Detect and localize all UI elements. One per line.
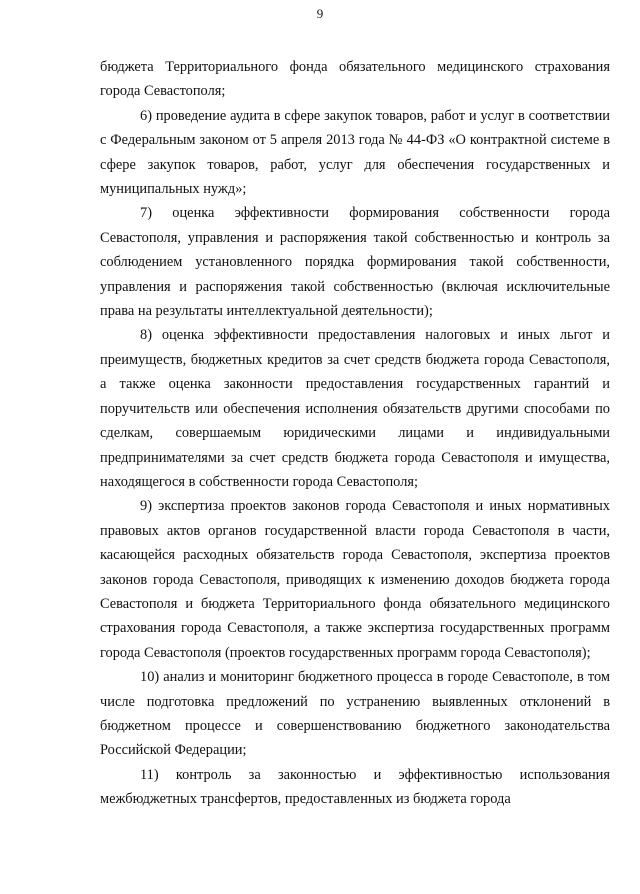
paragraph-item-9: 9) экспертиза проектов законов города Севастополя и иных нормативных правовых актов органов государственной власти города Севастополя в части, касающейся расходных обязательств города Севастополя, экспертиза проектов законов города Севастополя, приводящих к изменению доходов бюджета города Севастополя и бюджета Территориального фонда обязательного медицинского страхования города Севастополя, а также экспертиза государственных программ города Севастополя (проектов государственных программ города Севастополя);	[100, 498, 610, 661]
document-body	[100, 55, 610, 812]
page-number: 9	[316, 6, 324, 21]
paragraph-item-10: 10) анализ и мониторинг бюджетного процесса в городе Севастополе, в том числе подготовка предложений по устранению выявленных отклонений в бюджетном процессе и совершенствованию бюджетного законодательства Российской Федерации;	[100, 669, 610, 759]
paragraph-continuation: бюджета Территориального фонда обязательного медицинского страхования города Севастополя;	[100, 59, 610, 100]
paragraph-item-6: 6) проведение аудита в сфере закупок товаров, работ и услуг в соответствии с Федеральным законом от 5 апреля 2013 года № 44-ФЗ «О контрактной системе в сфере закупок товаров, работ, услуг для обеспечения государственных и муниципальных нужд»;	[100, 107, 610, 198]
paragraph-item-8: 8) оценка эффективности предоставления налоговых и иных льгот и преимуществ, бюджетных кредитов за счет средств бюджета города Севастополя, а также оценка законности предоставления государственных гарантий и поручительств или обеспечения исполнения обязательств другими способами по сделкам, совершаемым юридическими лицами и индивидуальными предпринимателями за счет средств бюджета города Севастополя и имущества, находящегося в собственности города Севастополя;	[100, 327, 610, 490]
paragraph-item-11: 11) контроль за законностью и эффективностью использования межбюджетных трансфертов, предоставленных из бюджета города	[100, 766, 610, 808]
paragraph-item-7: 7) оценка эффективности формирования собственности города Севастополя, управления и распоряжения такой собственностью и контроль за соблюдением установленного порядка формирования такой собственности, управления и распоряжения такой собственностью (включая исключительные права на результаты интеллектуальной деятельности);	[100, 205, 610, 320]
